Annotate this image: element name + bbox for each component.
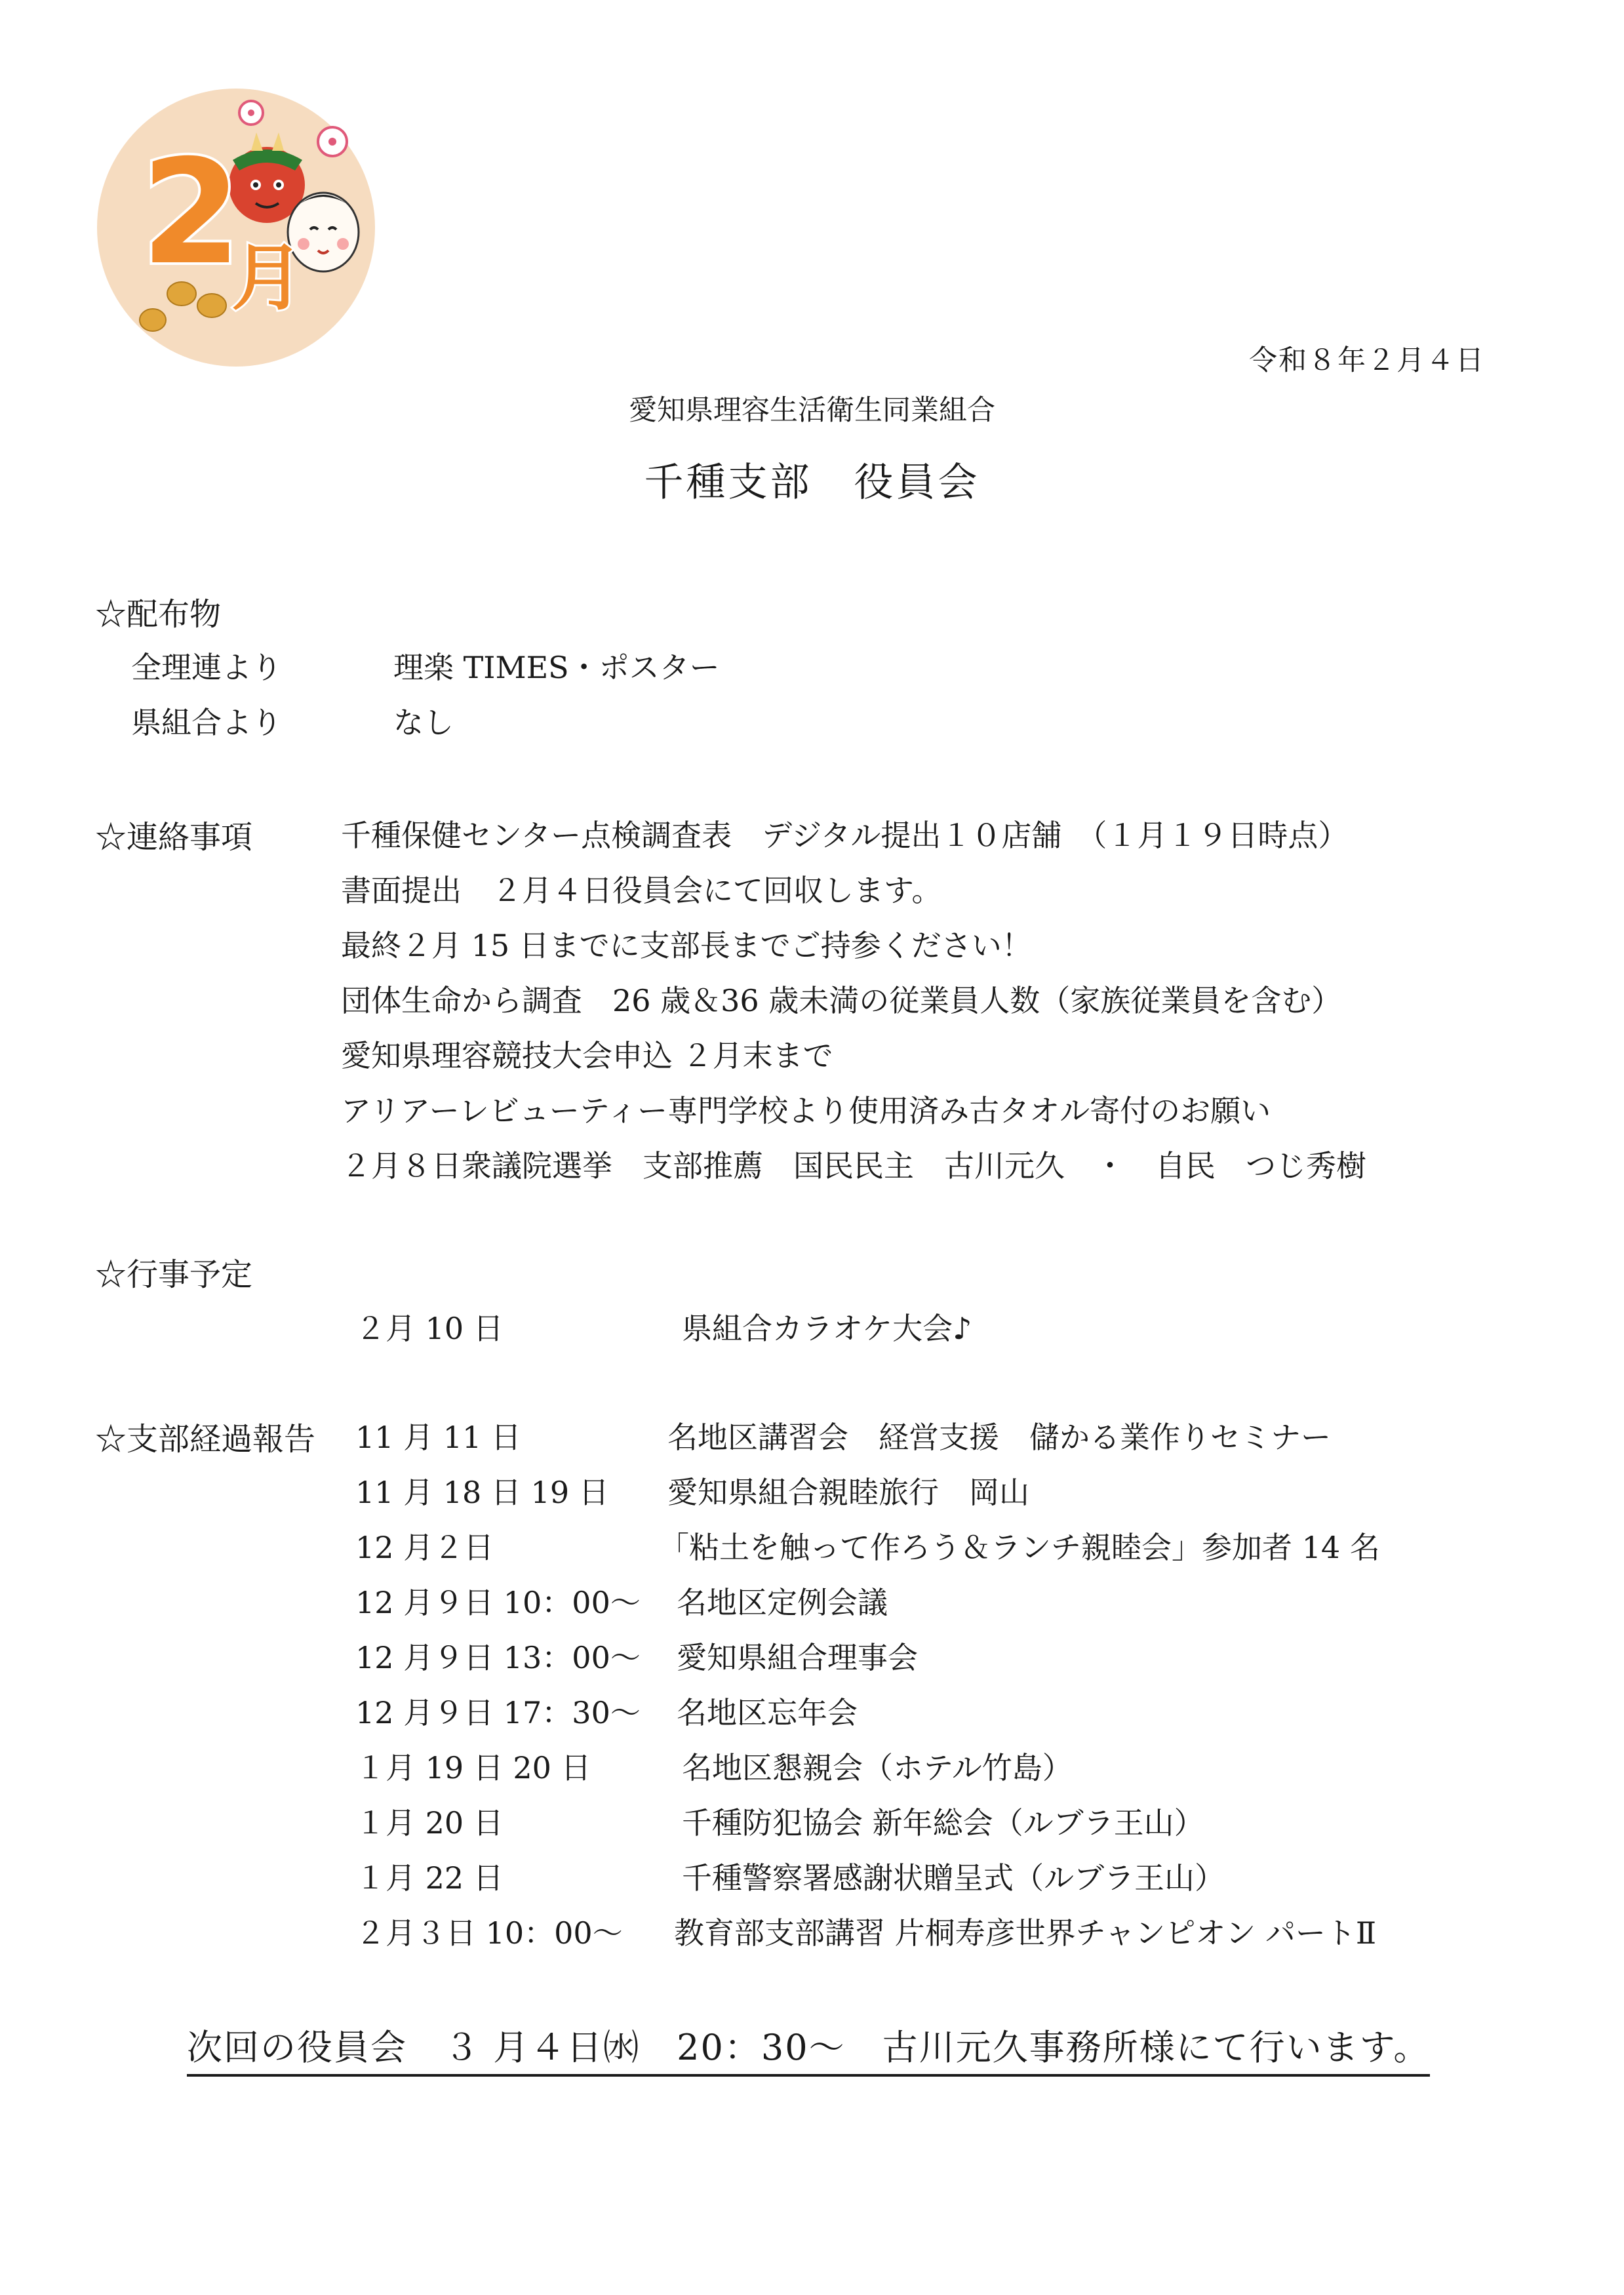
report-content: 「粘土を触って作ろう＆ランチ親睦会」参加者 14 名 — [659, 1530, 1380, 1565]
notice-line: ２月８日衆議院選挙 支部推薦 国民民主 古川元久 ・ 自民 つじ秀樹 — [341, 1148, 1366, 1184]
svg-text:月: 月 — [231, 236, 304, 320]
event-date: ２月 10 日 — [355, 1311, 504, 1346]
notice-line: 千種保健センター点検調査表 デジタル提出１０店舗 （１月１９日時点） — [341, 818, 1349, 853]
document-date: 令和８年２月４日 — [1249, 344, 1485, 377]
notice-line: 書面提出 ２月４日役員会にて回収します。 — [341, 873, 942, 908]
reports-heading: ☆支部経過報告 — [95, 1421, 316, 1458]
event-content: 県組合カラオケ大会♪ — [682, 1311, 972, 1346]
notices-heading: ☆連絡事項 — [95, 819, 253, 856]
report-content: 名地区懇親会（ホテル竹島） — [682, 1750, 1073, 1786]
report-content: 千種防犯協会 新年総会（ルブラ王山） — [682, 1805, 1204, 1841]
report-date: ２月３日 10：00～ — [355, 1915, 623, 1951]
distribution-heading: ☆配布物 — [95, 596, 222, 633]
events-heading: ☆行事予定 — [95, 1256, 253, 1293]
report-date: 11 月 11 日 — [355, 1420, 521, 1455]
logo-number: 2 — [141, 129, 242, 296]
report-date: 12 月９日 17：30～ — [355, 1695, 641, 1730]
organization-name: 愛知県理容生活衛生同業組合 — [629, 394, 995, 427]
distribution-from: 県組合より — [131, 705, 282, 740]
report-date: 12 月２日 — [355, 1530, 494, 1565]
notice-line: 最終２月 15 日までに支部長までご持参ください！ — [341, 928, 1032, 963]
distribution-content: 理楽 TIMES・ポスター — [393, 650, 720, 685]
report-content: 千種警察署感謝状贈呈式（ルブラ王山） — [682, 1860, 1225, 1896]
report-date: 12 月９日 10：00～ — [355, 1585, 641, 1620]
february-logo — [95, 87, 377, 369]
report-date: 11 月 18 日 19 日 — [355, 1475, 609, 1510]
notice-line: 愛知県理容競技大会申込 ２月末まで — [341, 1038, 833, 1073]
distribution-from: 全理連より — [131, 650, 282, 685]
distribution-content: なし — [393, 705, 454, 740]
next-meeting-notice: 次回の役員会 ３ 月４日㈬ 20：30～ 古川元久事務所様にて行います。 — [187, 2020, 1430, 2077]
report-date: 12 月９日 13：00～ — [355, 1640, 641, 1675]
report-content: 愛知県組合親睦旅行 岡山 — [667, 1475, 1029, 1510]
report-date: １月 20 日 — [355, 1805, 504, 1841]
page-title: 千種支部 役員会 — [644, 460, 980, 506]
report-content: 名地区講習会 経営支援 儲かる業作りセミナー — [667, 1420, 1331, 1455]
report-content: 愛知県組合理事会 — [677, 1640, 918, 1675]
notice-line: アリアーレビューティー専門学校より使用済み古タオル寄付のお願い — [341, 1093, 1271, 1128]
report-date: １月 22 日 — [355, 1860, 504, 1896]
report-content: 名地区定例会議 — [677, 1585, 888, 1620]
report-content: 教育部支部講習 片桐寿彦世界チャンピオン パートⅡ — [674, 1915, 1377, 1951]
report-content: 名地区忘年会 — [677, 1695, 858, 1730]
notice-line: 団体生命から調査 26 歳＆36 歳未満の従業員人数（家族従業員を含む） — [341, 983, 1342, 1018]
report-date: １月 19 日 20 日 — [355, 1750, 591, 1786]
